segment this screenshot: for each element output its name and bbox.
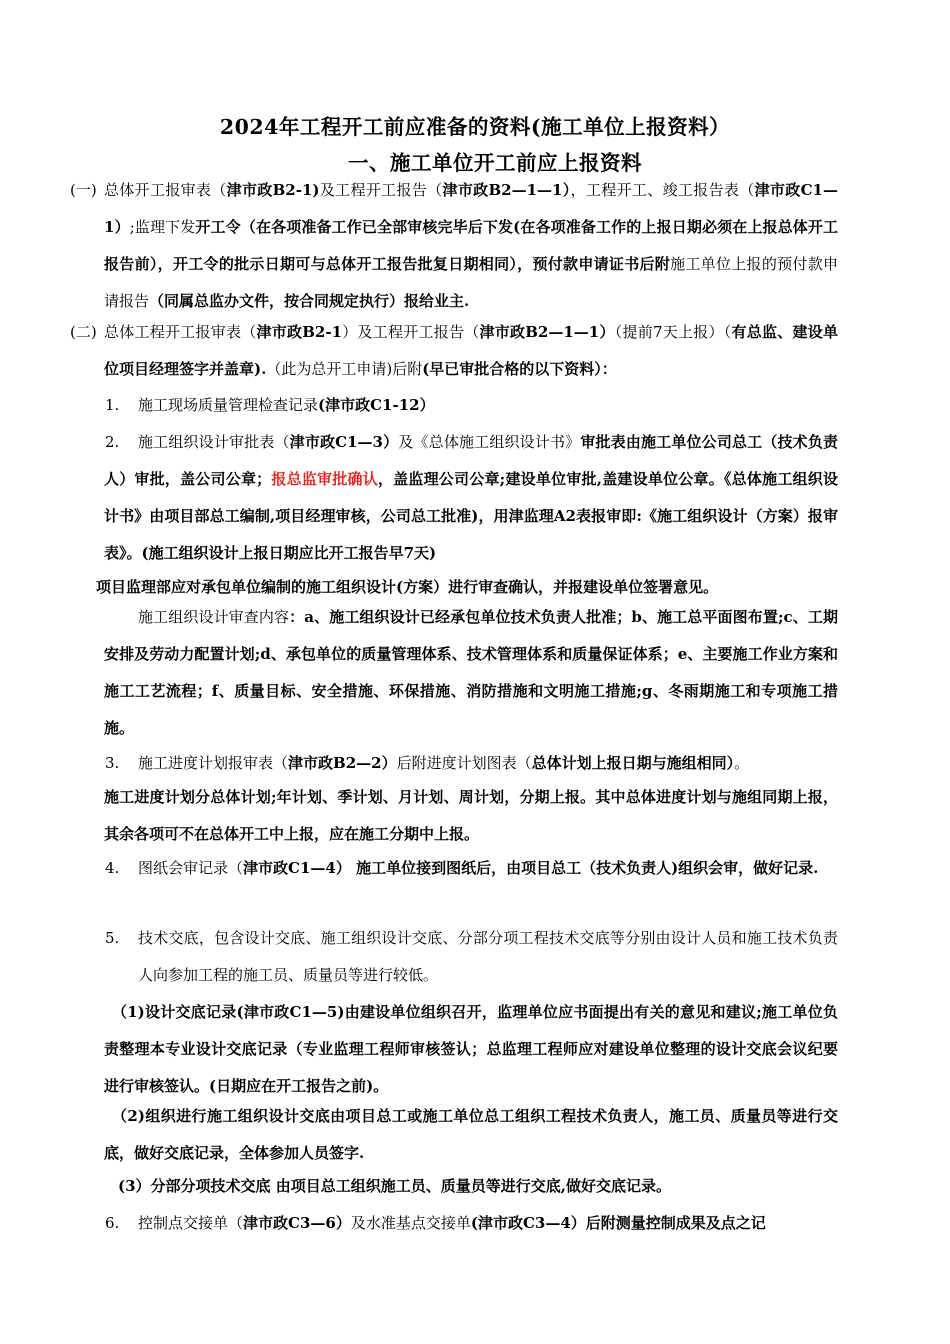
item-6-number: 6. bbox=[105, 1214, 120, 1232]
text: 施工单位上报的预付款申请报告 bbox=[104, 255, 838, 310]
text-bold: （同属总监办文件，按合同规定执行）报给业主. bbox=[149, 292, 470, 310]
text: （此为总开工申请) bbox=[266, 360, 393, 378]
form-code: 津市政B2—2） bbox=[288, 754, 397, 772]
text: 总体开工报审表（ bbox=[104, 181, 227, 199]
item-6-text bbox=[138, 1205, 838, 1242]
text: 控制点交接单（ bbox=[138, 1214, 244, 1232]
item-5-number: 5. bbox=[105, 929, 120, 947]
text: 施工现场质量管理检查记录 bbox=[138, 396, 319, 414]
section-2-paragraph bbox=[104, 314, 838, 388]
text: 。 bbox=[734, 754, 750, 772]
form-code: 津市政B2-1 bbox=[256, 323, 343, 341]
text: 总体工程开工报审表（ bbox=[104, 323, 257, 341]
text-bold: （1)设计交底记录(津市政C1—5) bbox=[112, 1003, 345, 1021]
item-2-review-content bbox=[104, 599, 838, 747]
item-3-note: 施工进度计划分总体计划;年计划、季计划、月计划、周计划，分期上报。其中总体进度计划与施组同期上报，其余各项可不在总体开工中上报，应在施工分期中上报。 bbox=[104, 788, 838, 843]
text-bold: 由项目总工或施工单位总工组织工程技术负责人，施工员、质量员等进行交底，做好交底记录，全体参加人员签字. bbox=[104, 1107, 838, 1162]
text: 后附 bbox=[392, 360, 423, 378]
document-title: 2024年工程开工前应准备的资料(施工单位上报资料） bbox=[219, 115, 731, 139]
text: 施工进度计划报审表（ bbox=[138, 754, 289, 772]
section-1-paragraph bbox=[104, 172, 838, 320]
item-1-text bbox=[138, 387, 838, 424]
form-code: (津市政C1-12） bbox=[318, 396, 435, 414]
item-5-text: 技术交底，包含设计交底、施工组织设计交底、分部分项工程技术交底等分别由设计人员和施工技术负责人向参加工程的施工员、质量员等进行较低。 bbox=[138, 929, 838, 984]
item-2-number: 2. bbox=[105, 433, 120, 451]
text: ，工程开工、竣工报告表（ bbox=[570, 181, 755, 199]
text-bold: (3）分部分项技术交底 bbox=[118, 1177, 271, 1195]
text-bold: 施工单位接到图纸后，由项目总工（技术负责人)组织会审，做好记录. bbox=[350, 859, 819, 877]
form-code: 津市政C1—3） bbox=[289, 433, 399, 451]
item-2-text bbox=[104, 424, 838, 572]
item-5-sub-3 bbox=[104, 1168, 838, 1205]
item-5-sub-2 bbox=[104, 1098, 838, 1172]
text: 及工程开工报告（ bbox=[319, 181, 443, 199]
text: 施工组织设计审查内容 bbox=[138, 608, 290, 626]
item-4-number: 4. bbox=[105, 859, 120, 877]
item-2-note: 项目监理部应对承包单位编制的施工组织设计(方案）进行审查确认，并报建设单位签署意见。 bbox=[96, 578, 719, 596]
text-bold: 开工令（在各项准备工作已全部审核完毕后下发(在各项准备工作的上报日期必须在上报总体开工报告前），开工令的批示日期可与总体开工报告批复日期相同），预付款申请证书后附 bbox=[104, 218, 839, 273]
form-code: 津市政C1—4） bbox=[243, 859, 351, 877]
text-bold: 由建设单位组织召开，监理单位应书面提出有关的意见和建议;施工单位负责整理本专业设计交底记录（专业监理工程师审核签认；总监理工程师应对建设单位整理的设计交底会议纪要进行审核签认。(日期应在开工报告之前)。 bbox=[104, 1003, 838, 1095]
text-bold: ：a、施工组织设计已经承包单位技术负责人批准；b、施工总平面图布置;c、工期安排及劳动力配置计划;d、承包单位的质量管理体系、技术管理体系和质量保证体系；e、主要施工作业方案和施工工艺流程；f、质量目标、安全措施、环保措施、消防措施和文明施工措施;g、冬雨期施工和专项施工措施。 bbox=[104, 608, 838, 737]
text: （提前7天上报）（ bbox=[614, 323, 732, 341]
section-heading: 一、施工单位开工前应上报资料 bbox=[348, 151, 642, 175]
text-bold: 后附测量控制成果及点之记 bbox=[585, 1214, 766, 1232]
text: 及《总体施工组织设计书》 bbox=[398, 433, 581, 451]
text: ）及工程开工报告（ bbox=[342, 323, 480, 341]
item-3-text bbox=[138, 745, 838, 782]
section-1-number: (一) bbox=[70, 181, 97, 199]
form-code: (津市政C3—4） bbox=[470, 1214, 586, 1232]
form-code: 津市政C3—6） bbox=[243, 1214, 351, 1232]
text-bold: 有总监、建设单位项目经理签字并盖章). bbox=[104, 323, 838, 378]
item-3-number: 3. bbox=[105, 754, 120, 772]
text-bold: （2)组织进行施工组织设计交底 bbox=[112, 1107, 331, 1125]
form-code: 津市政B2—1—1） bbox=[479, 323, 615, 341]
text: 施工组织设计审批表（ bbox=[138, 433, 290, 451]
text: 图纸会审记录（ bbox=[138, 859, 244, 877]
item-1-number: 1. bbox=[105, 396, 120, 414]
text-bold: 总体计划上报日期与施组相同） bbox=[531, 754, 735, 772]
form-code: 津市政B2-1) bbox=[226, 181, 320, 199]
text-bold: (早已审批合格的以下资料）： bbox=[422, 360, 617, 378]
text: 及水准基点交接单 bbox=[350, 1214, 471, 1232]
form-code: 津市政B2—1—1） bbox=[442, 181, 571, 199]
text-bold: 审批表由施工单位公司总工（技术负责人）审批，盖公司公章； bbox=[104, 433, 838, 488]
item-5-sub-1 bbox=[104, 994, 838, 1105]
section-2-number: (二) bbox=[70, 323, 97, 341]
text: 后附进度计划图表（ bbox=[396, 754, 532, 772]
text-bold: 由项目总工组织施工员、质量员等进行交底,做好交底记录。 bbox=[270, 1177, 671, 1195]
form-code: 津市政C1—1） bbox=[104, 181, 838, 236]
text: ;监理下发 bbox=[129, 218, 196, 236]
text-bold: ，盖监理公司公章;建设单位审批,盖建设单位公章。《总体施工组织设计书》由项目部总工编制,项目经理审核，公司总工批准)，用津监理A2表报审即:《施工组织设计（方案）报审表》。(施工组织设计上报日期应比开工报告早7天) bbox=[104, 470, 838, 562]
item-4-text bbox=[104, 850, 838, 887]
highlight-red: 报总监审批确认 bbox=[271, 470, 378, 488]
